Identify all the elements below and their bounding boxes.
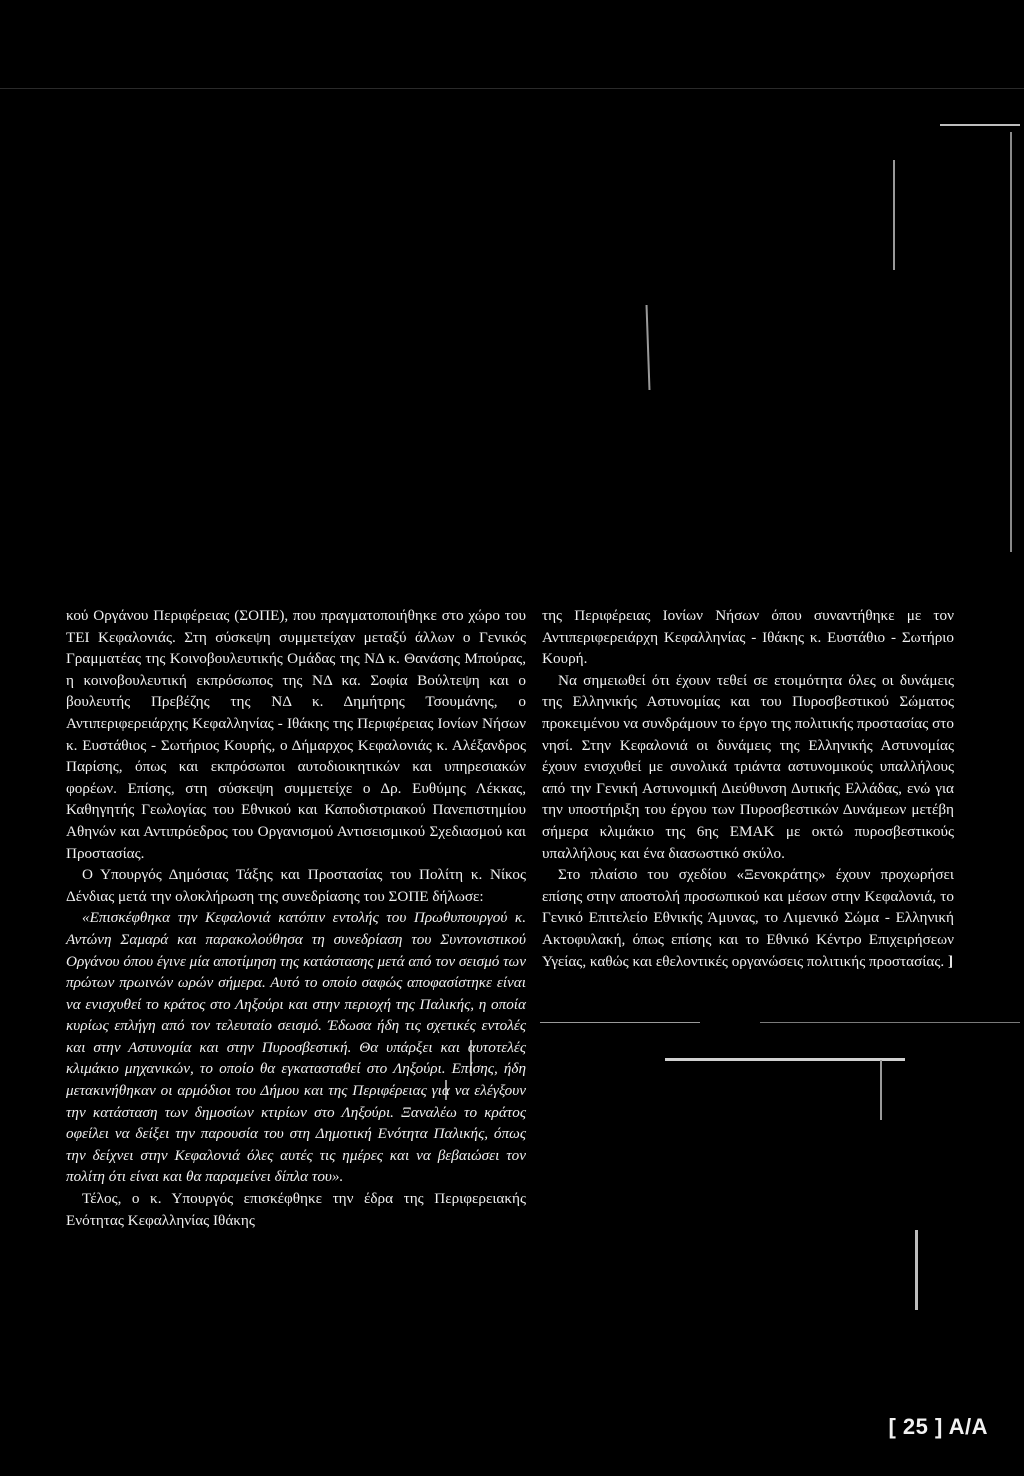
article-paragraph: Τέλος, ο κ. Υπουργός επισκέφθηκε την έδρα της Περιφερειακής Ενότητας Κεφαλληνίας Ιθάκης bbox=[66, 1190, 526, 1229]
top-right-mark bbox=[940, 124, 1020, 126]
divider-rule bbox=[760, 1022, 1020, 1023]
article-right-column bbox=[542, 605, 954, 972]
minister-quote: «Επισκέφθηκα την Κεφαλονιά κατόπιν εντολής του Πρωθυπουργού κ. Αντώνη Σαμαρά και παρακολούθησα τη συνεδρίαση του Συντονιστικού Οργάνου όπου έγινε μία αποτίμηση της κατάστασης μετά από τον σεισμό των πρώτων πρωινών ωρών σήμερα. Αυτό το οποίο σαφώς αποφασίστηκε είναι να ενισχυθεί το κράτος στο Ληξούρι και στην περιοχή της Παλικής, η οποία κυρίως επλήγη από τον τελευταίο σεισμό. Έδωσα ήδη τις σχετικές εντολές και στην Αστυνομία και στην Πυροσβεστική. Θα υπάρξει και αυτοτελές κλιμάκιο μηχανικών, το οποίο θα εγκατασταθεί στο Ληξούρι. Επίσης, ήδη μετακινήθηκαν οι αρμόδιοι του Δήμου και της Περιφέρειας για να ελέγξουν την κατάσταση των δημοσίων κτιρίων στο Ληξούρι. Ξαναλέω το κράτος οφείλει να δείξει την παρουσία του στη Δημοτική Ενότητα Παλικής, όπως την δείχνει στην Κεφαλονιά όλες αυτές τις ημέρες και να βεβαιώσει τον πολίτη ότι είναι και θα παραμείνει δίπλα του». bbox=[66, 909, 526, 1186]
page-number: [ 25 ] A/A bbox=[888, 1414, 988, 1439]
scan-line bbox=[880, 1060, 882, 1120]
article-paragraph: της Περιφέρειας Ιονίων Νήσων όπου συναντήθηκε με τον Αντιπεριφερειάρχη Κεφαλληνίας - Ιθάκης κ. Ευστάθιο - Σωτήριο Κουρή. bbox=[542, 607, 954, 668]
scan-line bbox=[915, 1230, 918, 1310]
top-rule bbox=[0, 88, 1024, 89]
scan-line bbox=[646, 305, 651, 390]
article-paragraph: Να σημειωθεί ότι έχουν τεθεί σε ετοιμότητα όλες οι δυνάμεις της Ελληνικής Αστυνομίας και του Πυροσβεστικού Σώματος προκειμένου να συνδράμουν το έργο της πολιτικής προστασίας στο νησί. Στην Κεφαλονιά οι δυνάμεις της Ελληνικής Αστυνομίας έχουν ενισχυθεί με συνολικά τριάντα αστυνομικούς υπαλλήλους από την Γενική Αστυνομική Διεύθυνση Δυτικής Ελλάδας, ενώ για την υποστήριξη του έργου των Πυροσβεστικών Δυνάμεων μετέβη σήμερα κλιμάκιο της 6ης ΕΜΑΚ με οκτώ πυροσβεστικούς υπαλλήλους και ένα διασωστικό σκύλο. bbox=[542, 671, 954, 862]
scan-line bbox=[1010, 132, 1012, 552]
article-paragraph: κού Οργάνου Περιφέρειας (ΣΟΠΕ), που πραγματοποιήθηκε στο χώρο του ΤΕΙ Κεφαλονιάς. Στη σύσκεψη συμμετείχαν μεταξύ άλλων ο Γενικός Γραμματέας της Κοινοβουλευτικής Ομάδας της ΝΔ κ. Θανάσης Μπούρας, η κοινοβουλευτική εκπρόσωπος της ΝΔ κα. Σοφία Βούλτεψη και ο βουλευτής Πρεβέζης της ΝΔ κ. Δημήτρης Τσουμάνης, ο Αντιπεριφερειάρχης Κεφαλληνίας - Ιθάκης της Περιφέρειας Ιονίων Νήσων κ. Ευστάθιος - Σωτήριος Κουρής, ο Δήμαρχος Κεφαλονιάς κ. Αλέξανδρος Παρίσης, όπως και εκπρόσωποι αυτοδιοικητικών και υπηρεσιακών φορέων. Επίσης, στη σύσκεψη συμμετείχε ο Δρ. Ευθύμης Λέκκας, Καθηγητής Γεωλογίας του Εθνικού και Καποδιστριακού Πανεπιστημίου Αθηνών και Αντιπρόεδρος του Οργανισμού Αντισεισμικού Σχεδιασμού και Προστασίας. bbox=[66, 607, 526, 862]
divider-rule bbox=[665, 1058, 905, 1061]
divider-rule bbox=[540, 1022, 700, 1023]
article-left-column bbox=[66, 605, 526, 1231]
article-paragraph-last bbox=[542, 864, 954, 972]
scan-line bbox=[893, 160, 895, 270]
article-paragraph: Ο Υπουργός Δημόσιας Τάξης και Προστασίας του Πολίτη κ. Νίκος Δένδιας μετά την ολοκλήρωση της συνεδρίασης του ΣΟΠΕ δήλωσε: bbox=[66, 866, 526, 905]
end-of-article-mark: ] bbox=[944, 952, 953, 970]
article-paragraph-text: Στο πλαίσιο του σχεδίου «Ξενοκράτης» έχουν προχωρήσει επίσης στην αποστολή προσωπικού και μέσων στην Κεφαλονιά, το Γενικό Επιτελείο Εθνικής Άμυνας, το Λιμενικό Σώμα - Ελληνική Ακτοφυλακή, όπως επίσης και το Εθνικό Κέντρο Επιχειρήσεων Υγείας, καθώς και εθελοντικές οργανώσεις πολιτικής προστασίας. bbox=[542, 866, 954, 970]
